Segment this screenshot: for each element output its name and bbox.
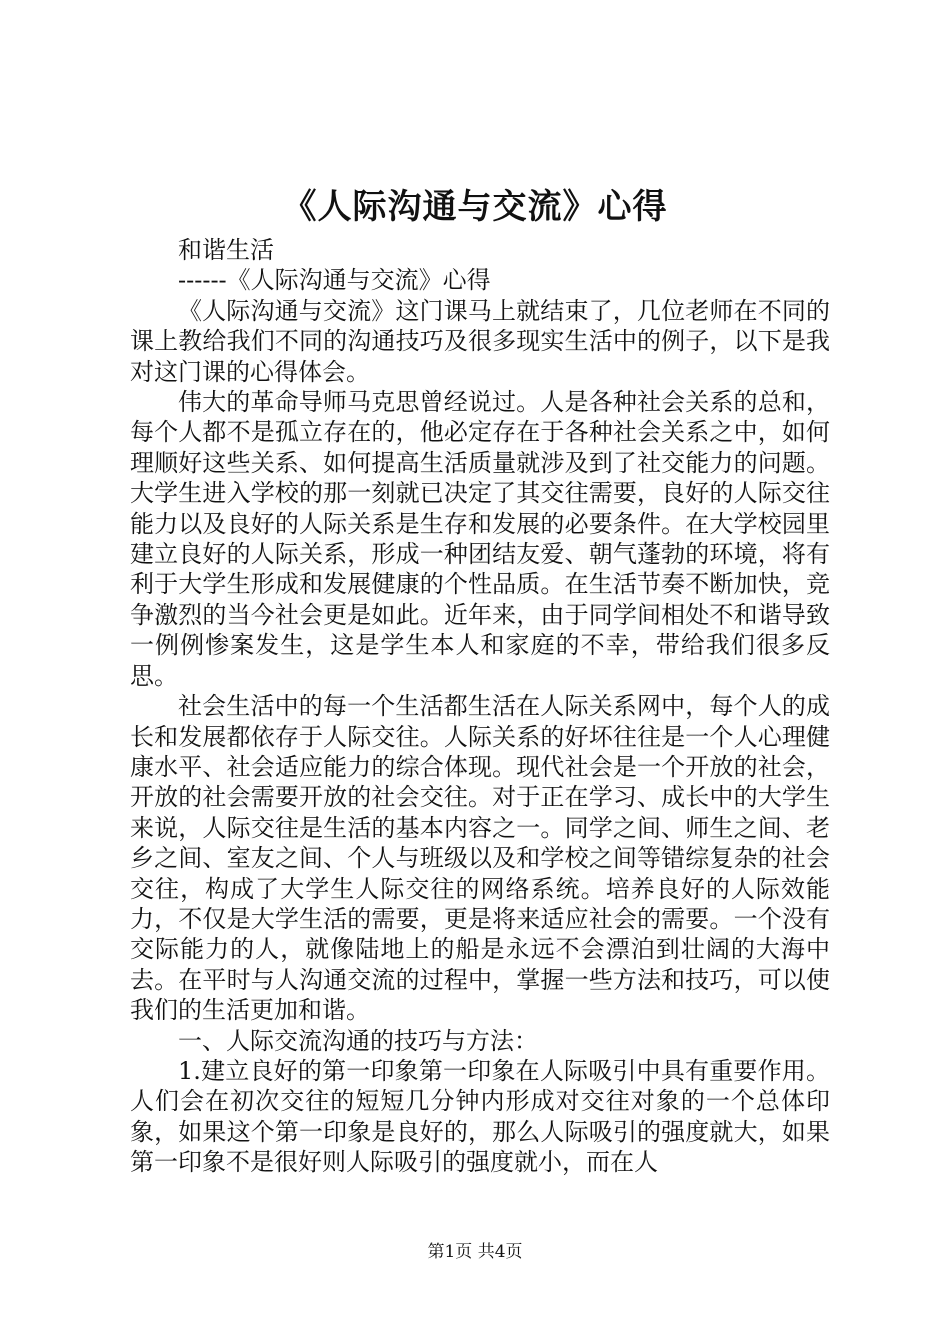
paragraph-marx: 伟大的革命导师马克思曾经说过。人是各种社会关系的总和，每个人都不是孤立存在的，他必定存在于各种社会关系之中，如何理顺好这些关系、如何提高生活质量就涉及到了社交能力的问题。大学生进入学校的那一刻就已决定了其交往需要，良好的人际交往能力以及良好的人际关系是生存和发展的必要条件。在大学校园里建立良好的人际关系，形成一种团结友爱、朝气蓬勃的环境，将有利于大学生形成和发展健康的个性品质。在生活节奏不断加快，竞争激烈的当今社会更是如此。近年来，由于同学间相处不和谐导致一例例惨案发生，这是学生本人和家庭的不幸，带给我们很多反思。 — [130, 388, 830, 690]
page-footer: 第1页 共4页 — [427, 1242, 523, 1262]
document-body — [130, 235, 830, 1178]
paragraph-subtitle-source: ------《人际沟通与交流》心得 — [178, 266, 491, 295]
paragraph-intro: 《人际沟通与交流》这门课马上就结束了，几位老师在不同的课上教给我们不同的沟通技巧及很多现实生活中的例子，以下是我对这门课的心得体会。 — [130, 296, 830, 386]
paragraph-first-impression: 1.建立良好的第一印象第一印象在人际吸引中具有重要作用。人们会在初次交往的短短几分钟内形成对交往对象的一个总体印象，如果这个第一印象是良好的，那么人际吸引的强度就大，如果第一印象不是很好则人际吸引的强度就小，而在人 — [130, 1056, 830, 1177]
document-title: 《人际沟通与交流》心得 — [282, 187, 668, 227]
paragraph-social-life: 社会生活中的每一个生活都生活在人际关系网中，每个人的成长和发展都依存于人际交往。人际关系的好坏往往是一个人心理健康水平、社会适应能力的综合体现。现代社会是一个开放的社会，开放的社会需要开放的社会交往。对于正在学习、成长中的大学生来说，人际交往是生活的基本内容之一。同学之间、师生之间、老乡之间、室友之间、个人与班级以及和学校之间等错综复杂的社会交往，构成了大学生人际交往的网络系统。培养良好的人际效能力，不仅是大学生活的需要，更是将来适应社会的需要。一个没有交际能力的人，就像陆地上的船是永远不会漂泊到壮阔的大海中去。在平时与人沟通交流的过程中，掌握一些方法和技巧，可以使我们的生活更加和谐。 — [130, 692, 830, 1025]
paragraph-subtitle: 和谐生活 — [178, 236, 274, 264]
section-heading: 一、人际交流沟通的技巧与方法： — [178, 1026, 538, 1055]
